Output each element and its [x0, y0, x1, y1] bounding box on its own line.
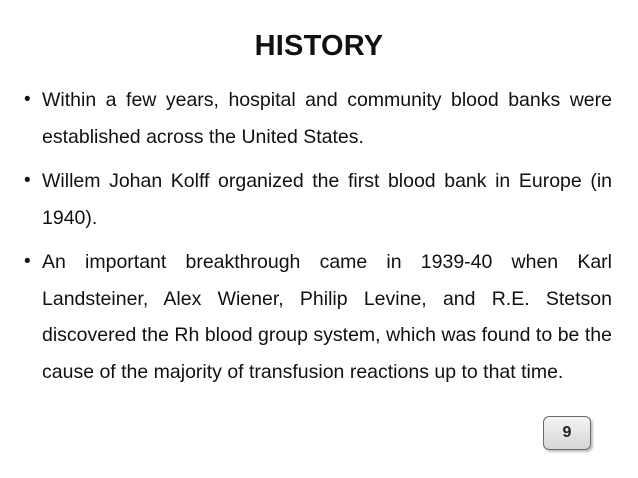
bullet-marker: • [24, 170, 31, 191]
bullet-marker: • [24, 251, 31, 272]
bullet-text: An important breakthrough came in 1939-40 when Karl Landsteiner, Alex Wiener, Philip Levine, and R.E. Stetson discovered the Rh blood group system, which was found to be the cause of the majority of transfusion reactions up to that time. [42, 251, 612, 383]
slide-title: HISTORY [254, 30, 384, 62]
bullet-text: Within a few years, hospital and community blood banks were established across the United States. [42, 89, 612, 148]
bullet-item [22, 163, 612, 236]
bullet-item [22, 244, 612, 390]
page-number-badge: 9 [543, 416, 591, 450]
bullet-list [22, 82, 612, 398]
bullet-marker: • [24, 89, 31, 110]
bullet-text: Willem Johan Kolff organized the first blood bank in Europe (in 1940). [42, 170, 612, 229]
bullet-item [22, 82, 612, 155]
